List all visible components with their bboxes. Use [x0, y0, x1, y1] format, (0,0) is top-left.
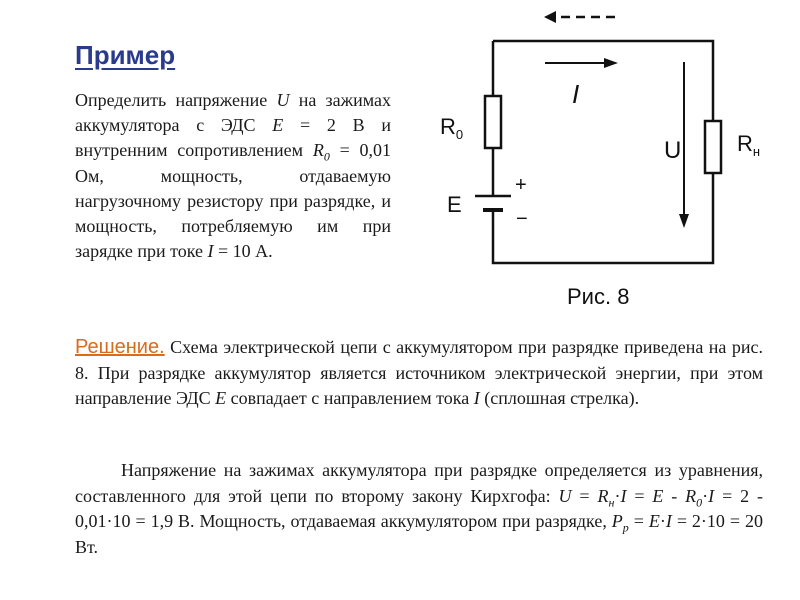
label-r0: $R_0$ — [440, 114, 464, 142]
solution-heading: Решение. — [75, 336, 165, 358]
figure-caption: Рис. 8 — [567, 284, 630, 309]
solution-paragraph: Решение. Схема электрической цепи с аккумулятором при разрядке приведена на рис. 8. При разрядке аккумулятор является источником электрической энергии, при этом направление ЭДС E совпадает с направлением тока I (сплошная стрелка). — [75, 336, 763, 408]
current-arrow — [545, 58, 618, 68]
label-voltage: U — [664, 137, 682, 164]
label-e: E — [447, 192, 462, 217]
circuit-diagram — [420, 0, 800, 320]
label-current: I — [572, 79, 580, 109]
page-title: Пример — [75, 40, 176, 70]
kirchhoff-paragraph: Напряжение на зажимах аккумулятора при разрядке определяется из уравнения, составленного для этой цепи по второму закону Кирхгофа: $U = R_н\cdot I = E - R_0\cdot I = 2 - 0,01\cdot 10 = 1,9$ В. Мощность, отдаваемая аккумулятором при разрядке, $P_p = E\cdot I = 2\cdot 10 = 20$ Вт. — [75, 460, 764, 557]
label-minus: − — [516, 208, 528, 230]
problem-statement: Определить напряжение U на зажимах аккумулятора с ЭДС E = 2 В и внутренним сопротивлением $R_0 = 0,01$ Ом, мощность, отдаваемую нагрузочному резистору при разрядке, и мощность, потребляемую им при зарядке при токе I = 10 А. — [75, 90, 392, 262]
label-plus: + — [515, 174, 527, 196]
label-rn: $R_н$ — [737, 131, 761, 159]
battery-symbol — [475, 196, 511, 223]
resistor-r0 — [485, 96, 501, 148]
resistor-rn — [705, 121, 721, 173]
dashed-arrow — [544, 11, 615, 23]
